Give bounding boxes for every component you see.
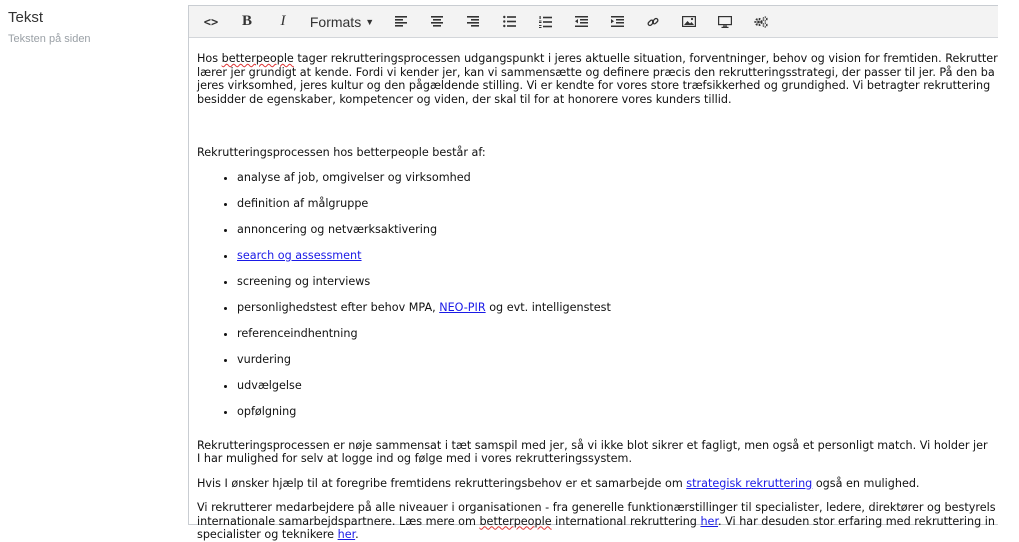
chevron-down-icon: ▼: [365, 16, 375, 27]
list-item: • screening og interviews: [237, 275, 1019, 301]
text-span: besidder de egenskaber, kompetencer og viden, der skal til for at honorere vores kunders tillid.: [197, 92, 732, 106]
italic-button[interactable]: I: [280, 13, 286, 29]
link-button[interactable]: [636, 9, 670, 35]
intro-paragraph: [197, 52, 1019, 106]
align-right-icon: [467, 16, 479, 27]
text-span: Hos: [197, 52, 222, 65]
list-item: [237, 301, 1019, 327]
source-code-button[interactable]: <>: [203, 14, 219, 29]
text-span: også en mulighed.: [812, 476, 920, 490]
text-span: Rekrutteringsprocessen er nøje sammensat i tæt samspil med jer, så vi ikke blot sikrer et fagligt, men også et personligt match. Vi holder jer: [197, 438, 988, 452]
link-icon: [647, 16, 659, 28]
align-right-button[interactable]: [456, 9, 490, 35]
editor-content[interactable]: [189, 38, 1019, 542]
rich-text-editor: [188, 5, 998, 541]
strategic-recruitment-link[interactable]: strategisk rekruttering: [686, 476, 813, 490]
text-span: .: [355, 528, 359, 541]
align-center-button[interactable]: [420, 9, 454, 35]
media-button[interactable]: [708, 9, 742, 35]
text-span: personlighedstest efter behov MPA,: [237, 300, 440, 314]
text-span: . Vi har desuden stor erfaring med rekruttering in: [718, 514, 995, 528]
text-span: tager rekrutteringsprocessen udgangspunkt i jeres aktuelle situation, forventninger, behov og vision for fremtiden. Rekrutter: [293, 52, 998, 65]
align-left-icon: [395, 16, 407, 27]
text-span: specialister og teknikere: [197, 528, 338, 541]
field-help-text: Teksten på siden: [8, 33, 91, 45]
text-span: lærer jer grundigt at kende. Fordi vi kender jer, kan vi sammensætte og definere præcis den rekrutteringsstrategi, der passer til jer. På den ba: [197, 65, 995, 79]
levels-paragraph: [197, 501, 1019, 542]
text-span: Vi rekrutterer medarbejdere på alle niveauer i organisationen - fra generelle funktionærstillinger til specialister, ledere, direktører og bestyrels: [197, 501, 996, 514]
gears-icon: [754, 16, 768, 28]
list-item: • udvælgelse: [237, 379, 1019, 405]
image-icon: [682, 16, 696, 27]
indent-icon: [611, 16, 624, 27]
match-paragraph: [197, 439, 1019, 466]
text-span: I har mulighed for selv at logge ind og følge med i vores rekrutteringssystem.: [197, 452, 632, 465]
brand-name: betterpeople: [221, 52, 294, 65]
strategy-paragraph: [197, 477, 1019, 491]
list-item: • referenceindhentning: [237, 327, 1019, 353]
list-item: [237, 249, 1019, 275]
search-assessment-link[interactable]: search og assessment: [237, 248, 362, 262]
align-left-button[interactable]: [384, 9, 418, 35]
list-item: • definition af målgruppe: [237, 197, 1019, 223]
brand-name: betterpeople: [479, 514, 552, 528]
bold-button[interactable]: B: [241, 13, 252, 29]
specialists-link[interactable]: her: [337, 528, 356, 541]
text-span: internationale samarbejdspartnere. Læs mere om: [197, 514, 480, 528]
bullet-list-icon: [503, 16, 516, 27]
bullet-list-button[interactable]: [492, 9, 526, 35]
text-span: jeres virksomhed, jeres kultur og den pågældende stilling. Vi er kendte for vores store træfsikkerhed og grundighed. Vi betragter rekruttering: [197, 79, 991, 92]
outdent-icon: [575, 16, 588, 27]
process-list: [197, 171, 1019, 431]
numbered-list-button[interactable]: [528, 9, 562, 35]
align-center-icon: [431, 16, 443, 27]
list-item: • annoncering og netværksaktivering: [237, 223, 1019, 249]
settings-button[interactable]: [744, 9, 778, 35]
text-span: international rekruttering: [551, 514, 701, 528]
formats-label: Formats: [309, 13, 362, 30]
text-span: og evt. intelligenstest: [485, 300, 611, 314]
neo-pir-link[interactable]: NEO-PIR: [439, 300, 486, 314]
text-span: Hvis I ønsker hjælp til at foregribe fremtidens rekrutteringsbehov er et samarbejde om: [197, 476, 687, 490]
formats-dropdown[interactable]: [302, 9, 382, 35]
image-button[interactable]: [672, 9, 706, 35]
process-heading: Rekrutteringsprocessen hos betterpeople består af:: [197, 146, 486, 159]
numbered-list-icon: [539, 16, 552, 28]
indent-button[interactable]: [600, 9, 634, 35]
list-item: • opfølgning: [237, 405, 1019, 431]
list-item: • analyse af job, omgivelser og virksomhed: [237, 171, 1019, 197]
outdent-button[interactable]: [564, 9, 598, 35]
monitor-icon: [718, 16, 732, 28]
field-label: Tekst: [8, 9, 44, 26]
list-item: • vurdering: [237, 353, 1019, 379]
international-link[interactable]: her: [700, 514, 719, 528]
editor-toolbar: [189, 6, 998, 38]
